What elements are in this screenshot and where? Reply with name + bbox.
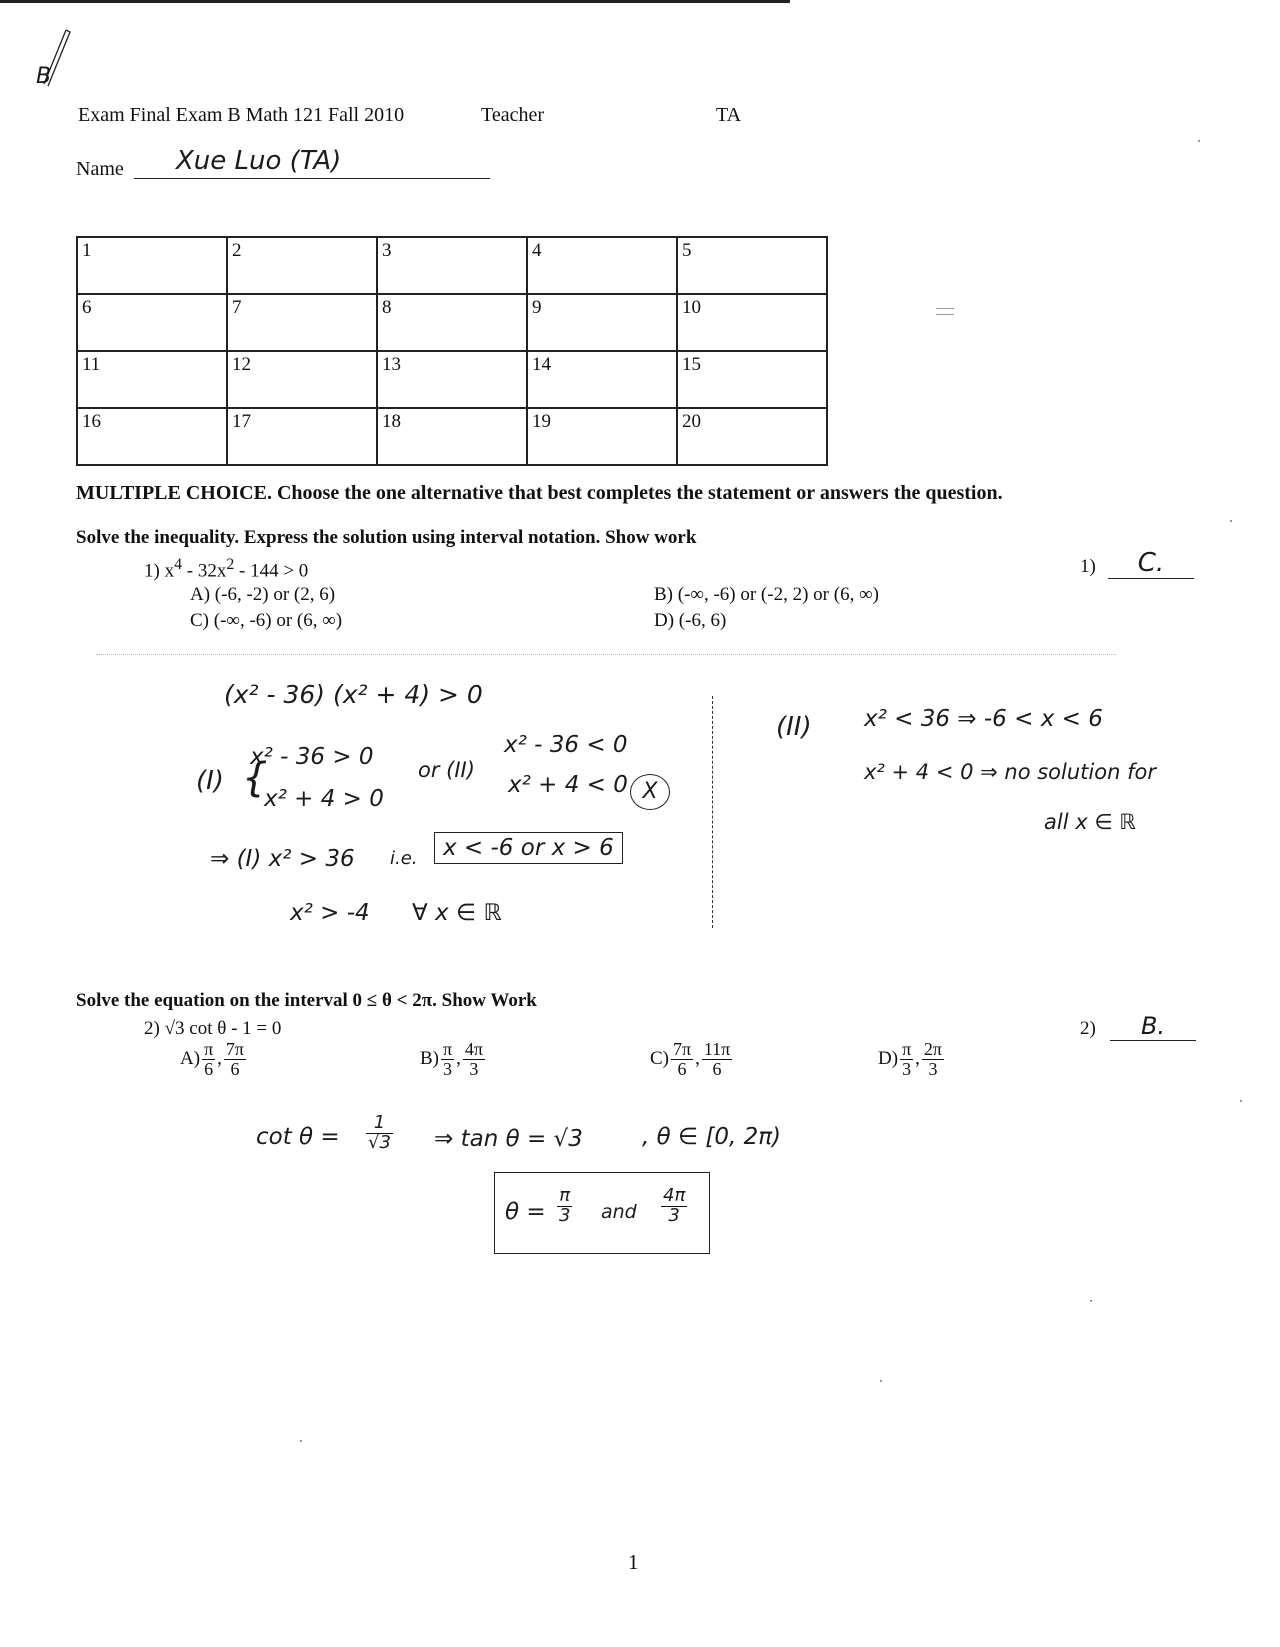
work-case1-label: (I) (196, 766, 224, 796)
answer-grid-cell[interactable]: 6 (77, 294, 227, 351)
question-2 (144, 1018, 281, 1040)
q2-option-c[interactable] (650, 1040, 732, 1079)
work2-cot-den: √3 (368, 1131, 391, 1153)
q2-answer-label: 2) (1080, 1018, 1096, 1039)
name-underline (134, 178, 490, 179)
q1-prefix: x (164, 560, 175, 582)
section1-heading: Solve the inequality. Express the solution using interval notation. Show work (76, 527, 697, 548)
answer-grid-cell[interactable]: 9 (527, 294, 677, 351)
work-divider (712, 696, 713, 928)
frac-den: 6 (677, 1058, 687, 1079)
answer-grid-cell[interactable]: 15 (677, 351, 827, 408)
frac-num: 7π (673, 1039, 692, 1059)
frac-num: π (443, 1039, 453, 1059)
work2-cot-num: 1 (366, 1114, 393, 1134)
answer-grid-cell[interactable]: 2 (227, 237, 377, 294)
work2-theta2 (661, 1187, 687, 1226)
frac-den: 6 (712, 1058, 722, 1079)
q2-option-b[interactable] (420, 1040, 485, 1079)
scan-artifact-rule (96, 654, 1116, 655)
q2-option-letter: A) (180, 1048, 201, 1070)
work-for-all: ∀ x ∈ ℝ (412, 900, 502, 926)
ta-label: TA (716, 104, 742, 126)
answer-grid-cell[interactable]: 14 (527, 351, 677, 408)
q2-option-frac1 (441, 1040, 454, 1079)
teacher-label: Teacher (481, 104, 544, 126)
work-case2-line2: x² + 4 < 0 (508, 772, 628, 798)
work-result-prefix: ⇒ (I) x² > 36 (210, 846, 355, 872)
work-right-line3: all x ∈ ℝ (1044, 810, 1136, 834)
scan-speck (1240, 1100, 1242, 1102)
work2-theta1 (557, 1187, 572, 1226)
q2-option-d[interactable] (878, 1040, 944, 1079)
frac-num: 7π (225, 1039, 244, 1059)
scan-speck (1090, 1300, 1092, 1302)
answer-grid-cell[interactable]: 7 (227, 294, 377, 351)
top-edge-line (0, 0, 790, 3)
work2-theta-eq: θ = (505, 1199, 546, 1225)
answer-grid-cell[interactable]: 17 (227, 408, 377, 465)
work-right-line1: x² < 36 ⇒ -6 < x < 6 (864, 706, 1103, 732)
work-factored: (x² - 36) (x² + 4) > 0 (224, 680, 483, 709)
frac-num: π (902, 1039, 912, 1059)
q1-option-a[interactable]: A) (-6, -2) or (2, 6) (190, 584, 336, 605)
answer-grid-cell[interactable]: 8 (377, 294, 527, 351)
scan-speck (300, 1440, 302, 1442)
work-case1-brace: { (242, 755, 268, 801)
q1-exp2: 2 (226, 556, 235, 573)
frac-num: 4π (464, 1039, 483, 1059)
work2-interval: , θ ∈ [0, 2π) (642, 1124, 782, 1150)
instructions: MULTIPLE CHOICE. Choose the one alternative that best completes the statement or answers the question. (76, 482, 1003, 504)
scan-speck (880, 1380, 882, 1382)
q1-option-b[interactable]: B) (-∞, -6) or (-2, 2) or (6, ∞) (654, 584, 879, 605)
q2-option-comma: , (915, 1048, 920, 1070)
scan-speck (1230, 520, 1232, 522)
work2-and: and (601, 1201, 637, 1223)
question-1 (144, 556, 308, 582)
work2-cot-frac (366, 1114, 393, 1153)
stray-mark (936, 308, 954, 309)
work-case1-line1: x² - 36 > 0 (250, 744, 374, 770)
frac-den: 6 (230, 1058, 240, 1079)
q1-number: 1) (144, 560, 160, 582)
q2-option-comma: , (695, 1048, 700, 1070)
answer-grid (76, 236, 828, 466)
q2-option-frac2 (224, 1040, 246, 1079)
work-right-line2: x² + 4 < 0 ⇒ no solution for (864, 760, 1156, 784)
q2-number: 2) (144, 1018, 160, 1039)
corner-letter: B (36, 64, 52, 89)
q1-answer-value[interactable]: C. (1108, 548, 1194, 579)
q1-answer-label: 1) (1080, 556, 1096, 577)
name-value: Xue Luo (TA) (176, 146, 342, 176)
stray-mark (936, 314, 954, 315)
work-right-label: (II) (776, 712, 812, 742)
exam-title: Exam Final Exam B Math 121 Fall 2010 (78, 104, 405, 126)
work-case2-line1: x² - 36 < 0 (504, 732, 628, 758)
q1-tail: - 144 > 0 (234, 560, 309, 582)
q1-option-c[interactable]: C) (-∞, -6) or (6, ∞) (190, 610, 343, 631)
work2-cot-lhs: cot θ = (256, 1124, 340, 1150)
q2-answer-value[interactable]: B. (1110, 1012, 1196, 1041)
work2-tan: ⇒ tan θ = √3 (434, 1126, 583, 1152)
q2-option-letter: D) (878, 1048, 899, 1070)
answer-grid-cell[interactable]: 20 (677, 408, 827, 465)
q2-option-comma: , (456, 1048, 461, 1070)
scan-speck (1198, 140, 1200, 142)
work-always-true: x² > -4 (290, 900, 370, 926)
work2-t1-num: π (557, 1187, 572, 1207)
q2-option-frac2 (922, 1040, 944, 1079)
answer-grid-cell[interactable]: 11 (77, 351, 227, 408)
answer-grid-cell[interactable]: 1 (77, 237, 227, 294)
answer-grid-cell[interactable]: 10 (677, 294, 827, 351)
q2-option-frac1 (900, 1040, 913, 1079)
work-case1-line2: x² + 4 > 0 (264, 786, 384, 812)
q2-option-letter: B) (420, 1048, 439, 1070)
section2-heading: Solve the equation on the interval 0 ≤ θ < 2π. Show Work (76, 990, 537, 1011)
work2-t2-den: 3 (668, 1204, 680, 1226)
answer-grid-cell[interactable]: 19 (527, 408, 677, 465)
q2-option-comma: , (217, 1048, 222, 1070)
work2-t1-den: 3 (559, 1204, 571, 1226)
answer-grid-row (77, 237, 827, 294)
frac-den: 3 (469, 1058, 479, 1079)
q2-option-frac2 (463, 1040, 485, 1079)
q2-option-frac1 (202, 1040, 215, 1079)
answer-grid-cell[interactable]: 3 (377, 237, 527, 294)
name-label: Name (76, 158, 124, 180)
answer-grid-cell[interactable]: 16 (77, 408, 227, 465)
q2-option-a[interactable] (180, 1040, 246, 1079)
answer-grid-cell[interactable]: 12 (227, 351, 377, 408)
answer-grid-cell[interactable]: 5 (677, 237, 827, 294)
q1-exp1: 4 (174, 556, 182, 573)
frac-den: 3 (443, 1058, 453, 1079)
frac-num: π (204, 1039, 214, 1059)
frac-num: 11π (703, 1039, 731, 1059)
work-cross-mark: X (630, 774, 670, 810)
frac-num: 2π (923, 1039, 942, 1059)
work2-answer-box (494, 1172, 710, 1254)
work-ie: i.e. (390, 848, 418, 869)
answer-grid-row (77, 294, 827, 351)
q2-option-letter: C) (650, 1048, 669, 1070)
frac-den: 3 (902, 1058, 912, 1079)
work2-t2-num: 4π (663, 1185, 686, 1206)
answer-grid-row (77, 351, 827, 408)
q2-text: √3 cot θ - 1 = 0 (164, 1018, 282, 1039)
q2-option-frac2 (702, 1040, 732, 1079)
frac-den: 6 (204, 1058, 214, 1079)
q2-option-frac1 (671, 1040, 693, 1079)
answer-grid-cell[interactable]: 13 (377, 351, 527, 408)
work-or-label: or (II) (418, 758, 475, 782)
work-boxed-result: x < -6 or x > 6 (434, 832, 623, 864)
q1-option-d[interactable]: D) (-6, 6) (654, 610, 727, 631)
q1-mid: - 32x (182, 560, 227, 582)
answer-grid-row (77, 408, 827, 465)
answer-grid-cell[interactable]: 18 (377, 408, 527, 465)
frac-den: 3 (928, 1058, 938, 1079)
answer-grid-cell[interactable]: 4 (527, 237, 677, 294)
page-number: 1 (628, 1550, 639, 1574)
